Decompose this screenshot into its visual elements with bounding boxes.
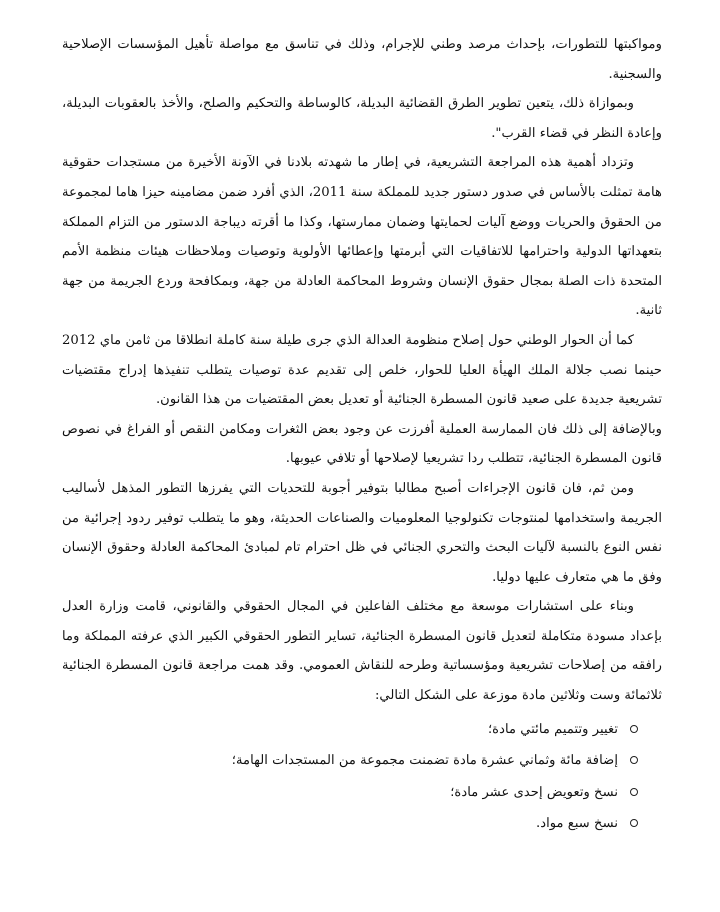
list-item-text: نسخ وتعويض إحدى عشر مادة؛ xyxy=(450,784,618,800)
list-item xyxy=(62,715,638,745)
amendments-list xyxy=(62,715,662,839)
paragraph-4: كما أن الحوار الوطني حول إصلاح منظومة العدالة الذي جرى طيلة سنة كاملة انطلاقا من ثامن ماي 2012 حينما نصب جلالة الملك الهيأة العليا للحوار، خلص إلى تقديم عدة توصيات يتطلب تنفيذها إدراج مقتضيات تشريعية جديدة على صعيد قانون المسطرة الجنائية أو تعديل بعض المقتضيات من هذا القانون. xyxy=(62,332,662,408)
hollow-circle-bullet-icon xyxy=(630,788,638,796)
paragraph-7: وبناء على استشارات موسعة مع مختلف الفاعلين في المجال الحقوقي والقانوني، قامت وزارة العدل بإعداد مسودة متكاملة لتعديل قانون المسطرة الجنائية، تساير التطور الحقوقي الكبير الذي عرفته المملكة وما رافقه من إصلاحات تشريعية ومؤسساتية وطرحه للنقاش العمومي. وقد همت مراجعة قانون المسطرة الجنائية ثلاثمائة وست وثلاثين مادة موزعة على الشكل التالي: xyxy=(62,599,662,704)
hollow-circle-bullet-icon xyxy=(630,756,638,764)
list-item xyxy=(62,746,638,776)
paragraph-6: ومن ثم، فان قانون الإجراءات أصبح مطالبا بتوفير أجوبة للتحديات التي يفرزها التطور المذهل لأساليب الجريمة واستخدامها لمنتوجات تكنولوجيا المعلوميات والصناعات الحديثة، وهو ما يتطلب توفير ردود إجرائية من نفس النوع بالنسبة لآليات البحث والتحري الجنائي في ظل احترام تام لمبادئ المحاكمة العادلة وحقوق الإنسان وفق ما هي متعارف عليها دوليا. xyxy=(62,480,662,585)
list-item-text: تغيير وتتميم مائتي مادة؛ xyxy=(487,721,618,737)
paragraph-3: وتزداد أهمية هذه المراجعة التشريعية، في إطار ما شهدته بلادنا في الآونة الأخيرة من مستجدات حقوقية هامة تمثلت بالأساس في صدور دستور جديد للمملكة سنة 2011، الذي أفرد ضمن مضامينه حيزا هاما لمجموعة من الحقوق والحريات ووضع آليات لحمايتها وضمان ممارستها، وكذا ما أقرته ديباجة الدستور من التزام المملكة بتعهداتها الدولية واحترامها للاتفاقيات التي أبرمتها وإعطائها الأولوية وتوصيات وملاحظات هيئات منظمة الأمم المتحدة ذات الصلة بمجال حقوق الإنسان وشروط المحاكمة العادلة من جهة، وبمكافحة وردع الجريمة من جهة ثانية. xyxy=(62,155,662,319)
paragraph-5: وبالإضافة إلى ذلك فان الممارسة العملية أفرزت عن وجود بعض الثغرات ومكامن النقص أو الفراغ في نصوص قانون المسطرة الجنائية، تتطلب ردا تشريعيا لإصلاحها أو تلافي عيوبها. xyxy=(62,421,662,467)
list-item xyxy=(62,809,638,839)
paragraph-1: ومواكبتها للتطورات، بإحداث مرصد وطني للإجرام، وذلك في تناسق مع مواصلة تأهيل المؤسسات الإصلاحية والسجنية. xyxy=(62,37,662,82)
hollow-circle-bullet-icon xyxy=(630,725,638,733)
hollow-circle-bullet-icon xyxy=(630,819,638,827)
list-item-text: إضافة مائة وثماني عشرة مادة تضمنت مجموعة من المستجدات الهامة؛ xyxy=(231,753,618,769)
paragraph-2: وبموازاة ذلك، يتعين تطوير الطرق القضائية البديلة، كالوساطة والتحكيم والصلح، والأخذ بالعقوبات البديلة، وإعادة النظر في قضاء القرب". xyxy=(62,96,662,141)
document-page xyxy=(62,30,662,841)
list-item-text: نسخ سبع مواد. xyxy=(536,816,618,832)
list-item xyxy=(62,778,638,808)
